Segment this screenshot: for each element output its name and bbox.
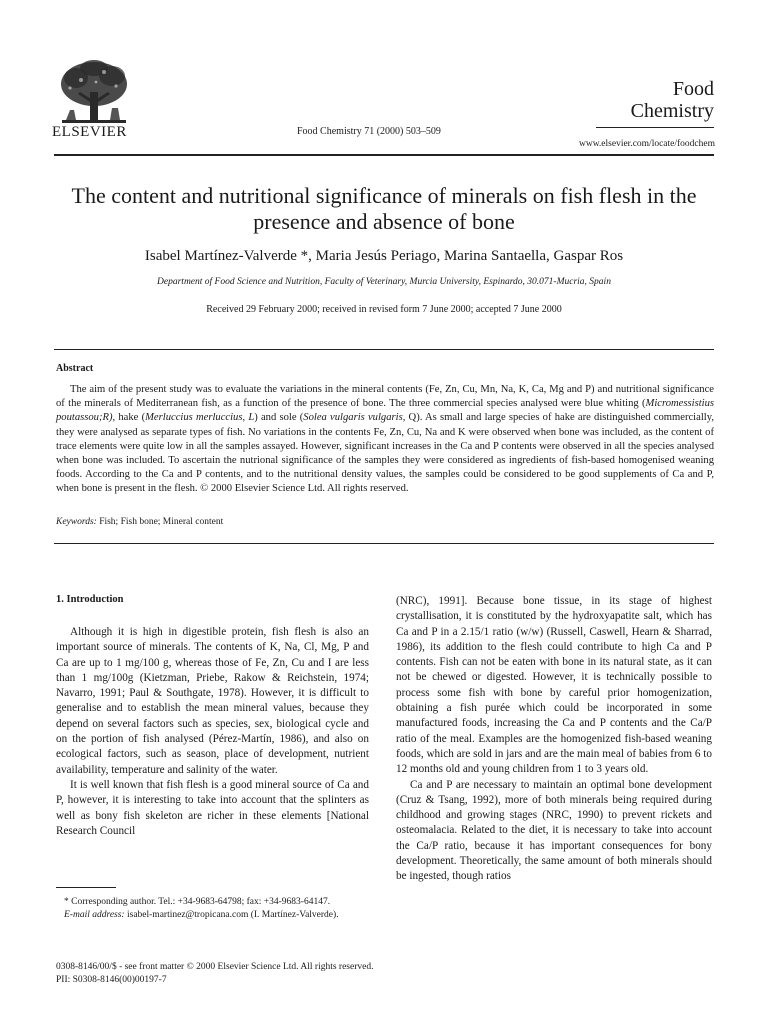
footnote-rule <box>56 887 116 888</box>
journal-title-rule <box>596 127 714 128</box>
journal-url[interactable]: www.elsevier.com/locate/foodchem <box>578 139 715 149</box>
affiliation: Department of Food Science and Nutrition, Faculty of Veterinary, Murcia University, Espinardo, 30.071-Mucria, Spain <box>157 277 611 287</box>
abstract-bottom-rule <box>54 543 714 544</box>
paragraph: Although it is high in digestible protein, fish flesh is also an important source of minerals. The contents of K, Na, Cl, Mg, P and Ca are up to 1 mg/100 g, whereas those of Fe, Zn, Cu and I are less than 1 mg/100g (Kietzman, Priebe, Rakow & Reichstein, 1974; Navarro, 1991; Paul & Southgate, 1978). However, it is difficult to generalise and to establish the mean mineral values, because they depend on several factors such as species, sex, biological cycle and on the portion of fish analysed (Pérez-Martín, 1986), and also on ecological factors, such as season, place of development, nutrient availability, temperature and salinity of the water. <box>56 626 369 776</box>
page-footer <box>56 961 373 986</box>
paragraph: (NRC), 1991]. Because bone tissue, in its stage of highest crystallisation, it is constituted by the hydroxyapatite salt, which has Ca and P in a 2.15/1 ratio (w/w) (Russell, Caswell, Hearn & Sharrad, 1986), its addition to the flesh could contribute to high Ca and P contents. Fish can not be eaten with bone in its natural state, as it can not be chewed or digested. However, it is technically possible to process some fish with bone by careful prior homogenization, obtaining a fish purée which could be incorporated in some manufactured foods, increasing the Ca and P contents and the Ca/P ratio of the meal. Examples are the homogenized fish-based weaning foods, which are sold in jars and are the main meal of babies from 6 to 12 months old and young children from 1 to 3 years old. <box>396 595 712 776</box>
paragraph: It is well known that fish flesh is a good mineral source of Ca and P, however, it is interesting to take into account that the splinters as well as bony fish skeleton are richer in these elements [National Research Council <box>56 778 369 837</box>
abstract-text: The aim of the present study was to evaluate the variations in the mineral contents (Fe, Zn, Cu, Mn, Na, K, Ca, Mg and P) and nutritional significance of the minerals of Mediterranean fish, as a function of the presence of bone. The three commercial species analysed were blue whiting (Micromessistius poutassou;R), hake (Merluccius merluccius, L) and sole (Solea vulgaris vulgaris, Q). As small and large species of hake are distinguished commercially, they were analysed as separate types of fish. No variations in the contents Fe, Zn, Cu, Na and K were observed when bone was included, as the content of trace elements were quite low in all the samples assayed. However, significant increases in the Ca and P contents were observed in all the species analysed when bone was included. To ascertain the nutrional significance of the samples they were considered as ingredients of fish-based homogenised weaning foods. According to the Ca and P contents, and to the nutritional density values, the samples could be considered to be good supplements of Ca and P, when bone is present in the flesh. © 2000 Elsevier Science Ltd. All rights reserved. <box>56 384 714 495</box>
publisher-wordmark: ELSEVIER <box>52 124 127 140</box>
email-line: E-mail address: isabel-martinez@tropicana.com (I. Martínez-Valverde). <box>64 910 339 920</box>
journal-title <box>594 78 714 122</box>
header-rule <box>54 154 714 156</box>
keywords-label: Keywords: <box>56 517 97 527</box>
journal-title-line1: Food <box>672 78 714 100</box>
author-list: Isabel Martínez-Valverde *, Maria Jesús Periago, Marina Santaella, Gaspar Ros <box>144 248 624 264</box>
section-heading-introduction: 1. Introduction <box>56 594 124 605</box>
journal-citation: Food Chemistry 71 (2000) 503–509 <box>297 126 441 137</box>
footnote <box>56 896 369 922</box>
paragraph: Ca and P are necessary to maintain an optimal bone development (Cruz & Tsang, 1992), more of both minerals being required during childhood and growing stages (NRC, 1990) to prevent rickets and osteomalacia. Related to the diet, it is necessary to take into account the Ca/P ratio, because it has important consequences for bony development. Theoretically, the same amount of both minerals should be ingested, though ratios <box>396 778 712 883</box>
right-column <box>396 594 712 885</box>
journal-title-line2: Chemistry <box>630 100 714 122</box>
keywords <box>56 517 223 527</box>
article-title: The content and nutritional significance of minerals on fish flesh in the presence and absence of bone <box>71 183 697 234</box>
received-dates: Received 29 February 2000; received in revised form 7 June 2000; accepted 7 June 2000 <box>206 304 562 315</box>
abstract-heading: Abstract <box>56 363 94 374</box>
keywords-values: Fish; Fish bone; Mineral content <box>96 517 224 527</box>
left-column <box>56 625 369 839</box>
pii-line: PII: S0308-8146(00)00197-7 <box>56 974 167 985</box>
abstract-top-rule <box>54 349 714 350</box>
copyright-line: 0308-8146/00/$ - see front matter © 2000 Elsevier Science Ltd. All rights reserved. <box>56 962 374 972</box>
corresponding-author: * Corresponding author. Tel.: +34-9683-64798; fax: +34-9683-64147. <box>64 897 331 907</box>
